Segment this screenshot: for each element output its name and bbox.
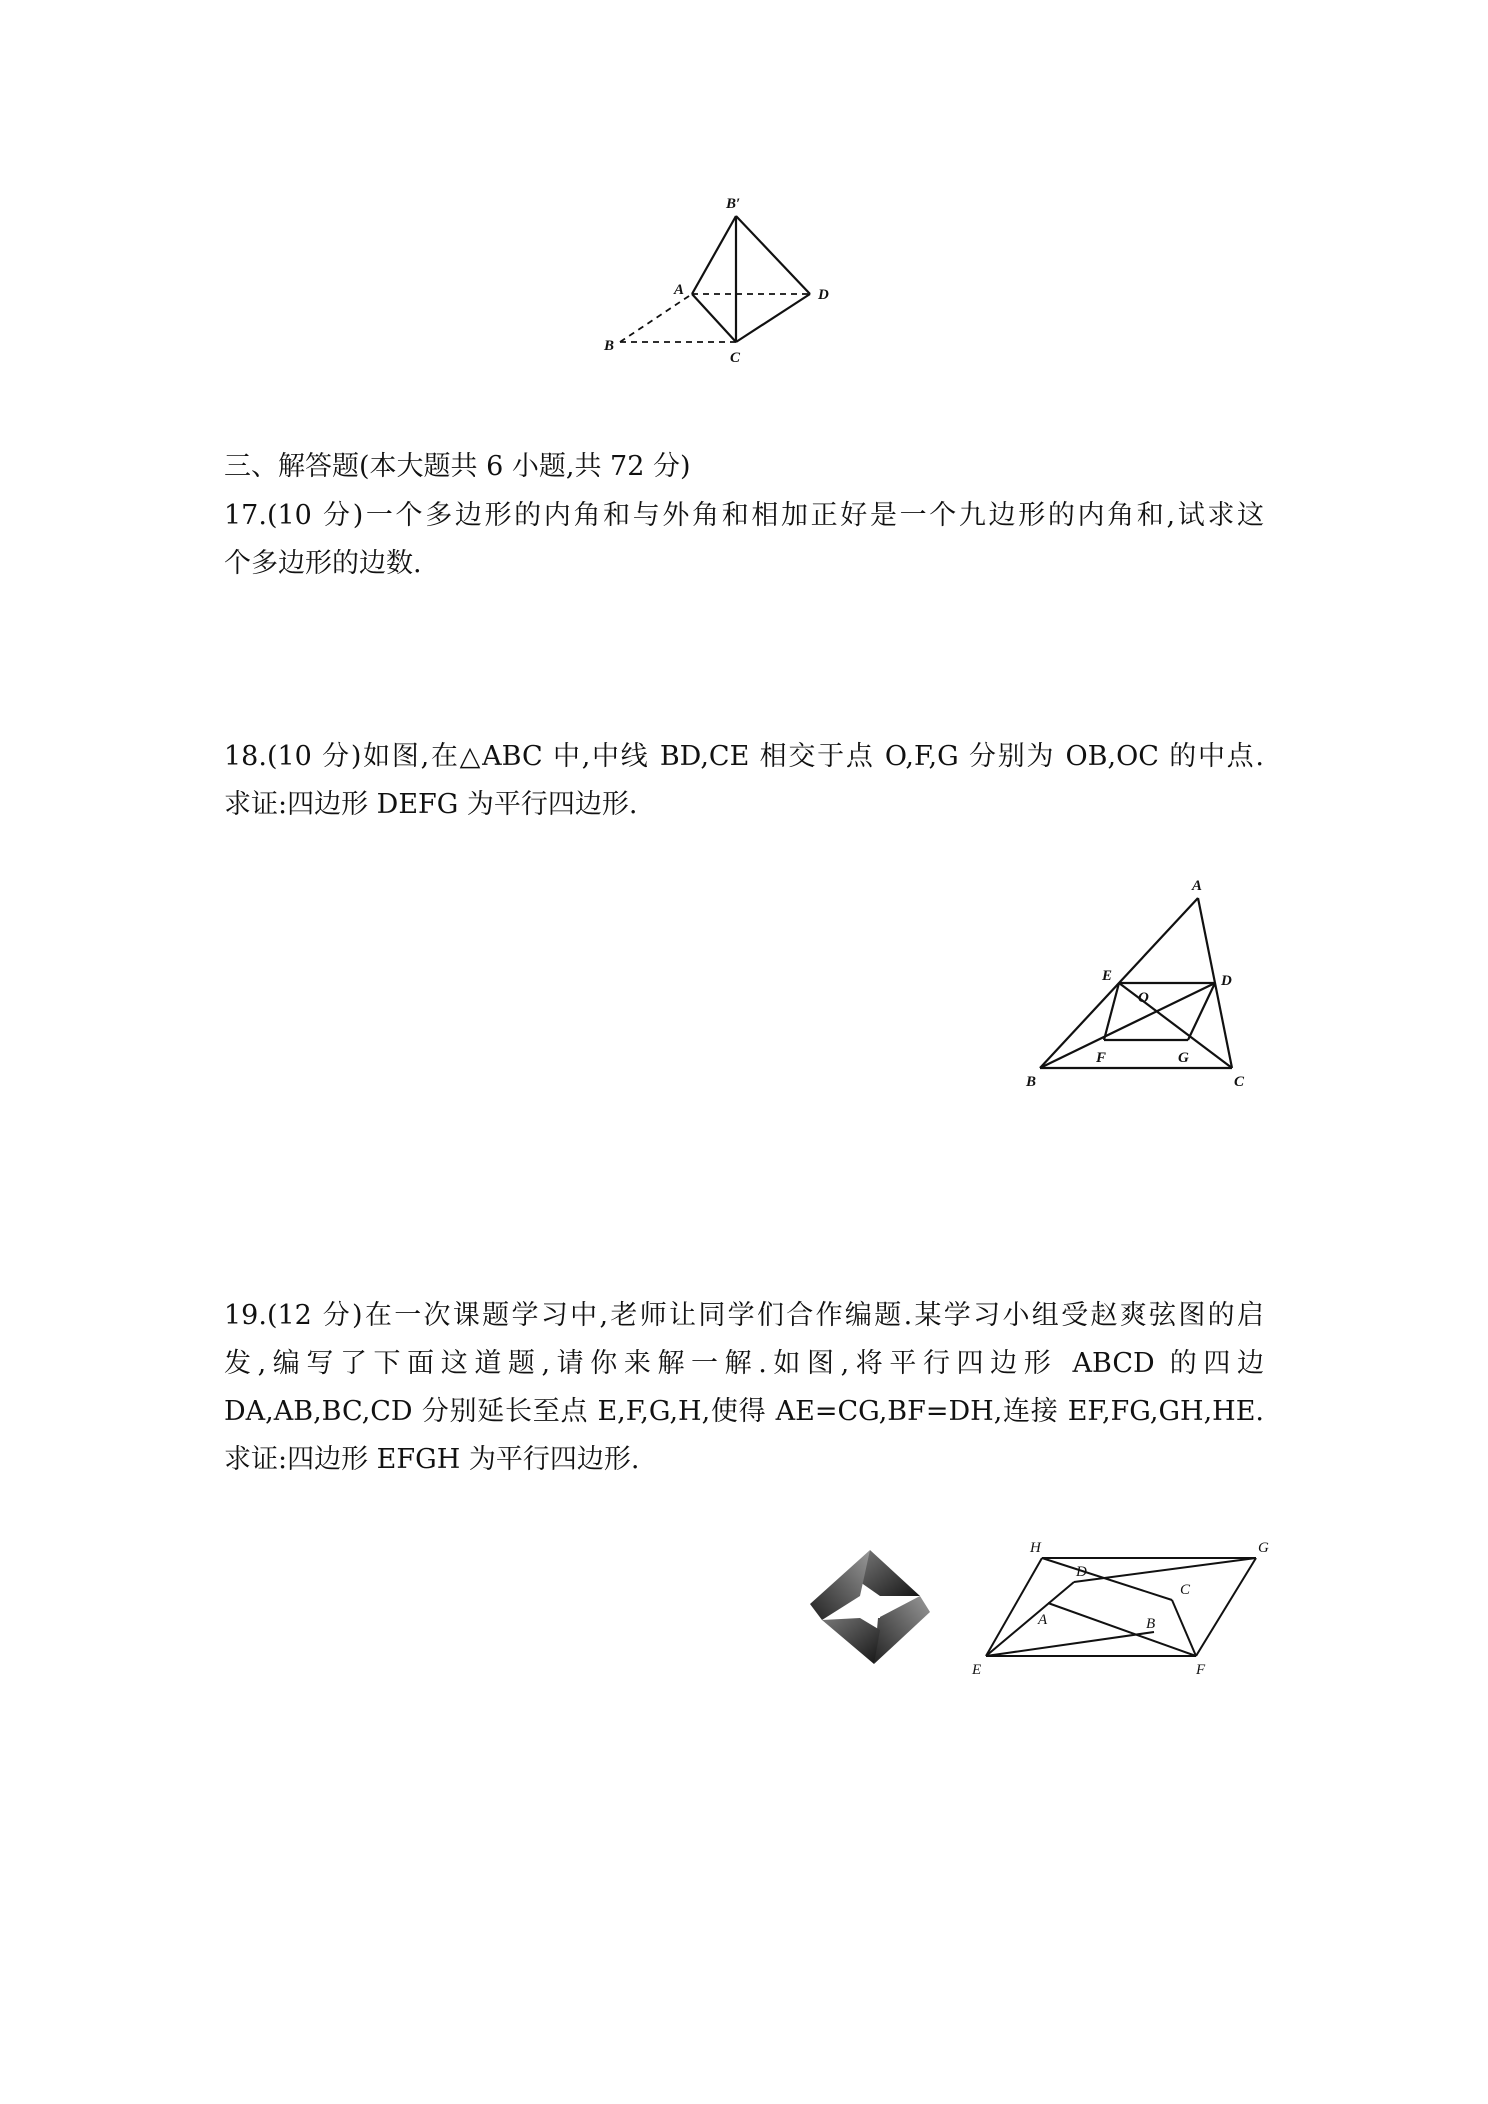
zhao-shuang-pinwheel-image: [808, 1548, 932, 1666]
label-o: O: [1138, 990, 1149, 1006]
pinwheel-center-square: [860, 1596, 880, 1618]
label-d: D: [1076, 1564, 1087, 1580]
label-d: D: [1221, 973, 1232, 989]
section-title: 三、解答题(本大题共 6 小题,共 72 分): [224, 451, 691, 482]
label-e: E: [972, 1662, 982, 1678]
pinwheel-blade-right: [874, 1596, 930, 1664]
label-c: C: [730, 350, 741, 366]
segment-bprime-a: [692, 216, 736, 294]
q19-line-1: 19.(12 分)在一次课题学习中,老师让同学们合作编题.某学习小组受赵爽弦图的启: [224, 1300, 1264, 1331]
pinwheel-blade-bottom: [822, 1618, 880, 1664]
question-19: [224, 1292, 1264, 1484]
segment-a-c: [692, 294, 736, 342]
figure-triangle-medians: [1020, 868, 1260, 1090]
label-h: H: [1030, 1540, 1041, 1556]
question-18: [224, 733, 1264, 829]
label-f: F: [1196, 1662, 1206, 1678]
label-g: G: [1178, 1050, 1189, 1066]
figure-fold-triangle: [590, 190, 850, 370]
label-f: F: [1096, 1050, 1107, 1066]
pinwheel-blade-top: [860, 1550, 920, 1596]
segment-bprime-d: [736, 216, 810, 294]
label-b: B: [604, 338, 615, 354]
label-d: D: [818, 287, 829, 303]
label-g: G: [1258, 1540, 1269, 1556]
segment-g-d: [1188, 983, 1215, 1040]
label-c: C: [1180, 1582, 1191, 1598]
question-17: [224, 492, 1264, 588]
label-b: B: [1026, 1074, 1037, 1090]
line-a-f: [1048, 1603, 1196, 1656]
figure-parallelogram-efgh: [966, 1538, 1276, 1678]
q18-line-1: 18.(10 分)如图,在△ABC 中,中线 BD,CE 相交于点 O,F,G 分别为 OB,OC 的中点.: [224, 741, 1264, 772]
dashed-b-a: [620, 294, 692, 342]
q19-line-2: 发,编写了下面这道题,请你来解一解.如图,将平行四边形 ABCD 的四边: [224, 1348, 1264, 1379]
q19-line-4: 求证:四边形 EFGH 为平行四边形.: [224, 1444, 640, 1475]
side-g-f: [1196, 1558, 1256, 1656]
label-a: A: [1038, 1612, 1048, 1628]
line-d-c: [1074, 1558, 1256, 1582]
q17-line-1: 17.(10 分)一个多边形的内角和与外角和相加正好是一个九边形的内角和,试求这: [224, 500, 1264, 531]
label-b-prime: B′: [726, 196, 741, 212]
q19-line-3: DA,AB,BC,CD 分别延长至点 E,F,G,H,使得 AE=CG,BF=DH,连接 EF,FG,GH,HE.: [224, 1396, 1264, 1427]
q18-line-2: 求证:四边形 DEFG 为平行四边形.: [224, 789, 638, 820]
median-c-e: [1119, 983, 1232, 1068]
label-c: C: [1234, 1074, 1245, 1090]
label-a: A: [674, 282, 685, 298]
q17-line-2: 个多边形的边数.: [224, 548, 422, 579]
label-b: B: [1146, 1616, 1156, 1632]
segment-c-d: [736, 294, 810, 342]
label-e: E: [1102, 968, 1113, 984]
side-h-e: [986, 1558, 1042, 1656]
line-c-f: [1172, 1600, 1196, 1656]
label-a: A: [1192, 878, 1203, 894]
